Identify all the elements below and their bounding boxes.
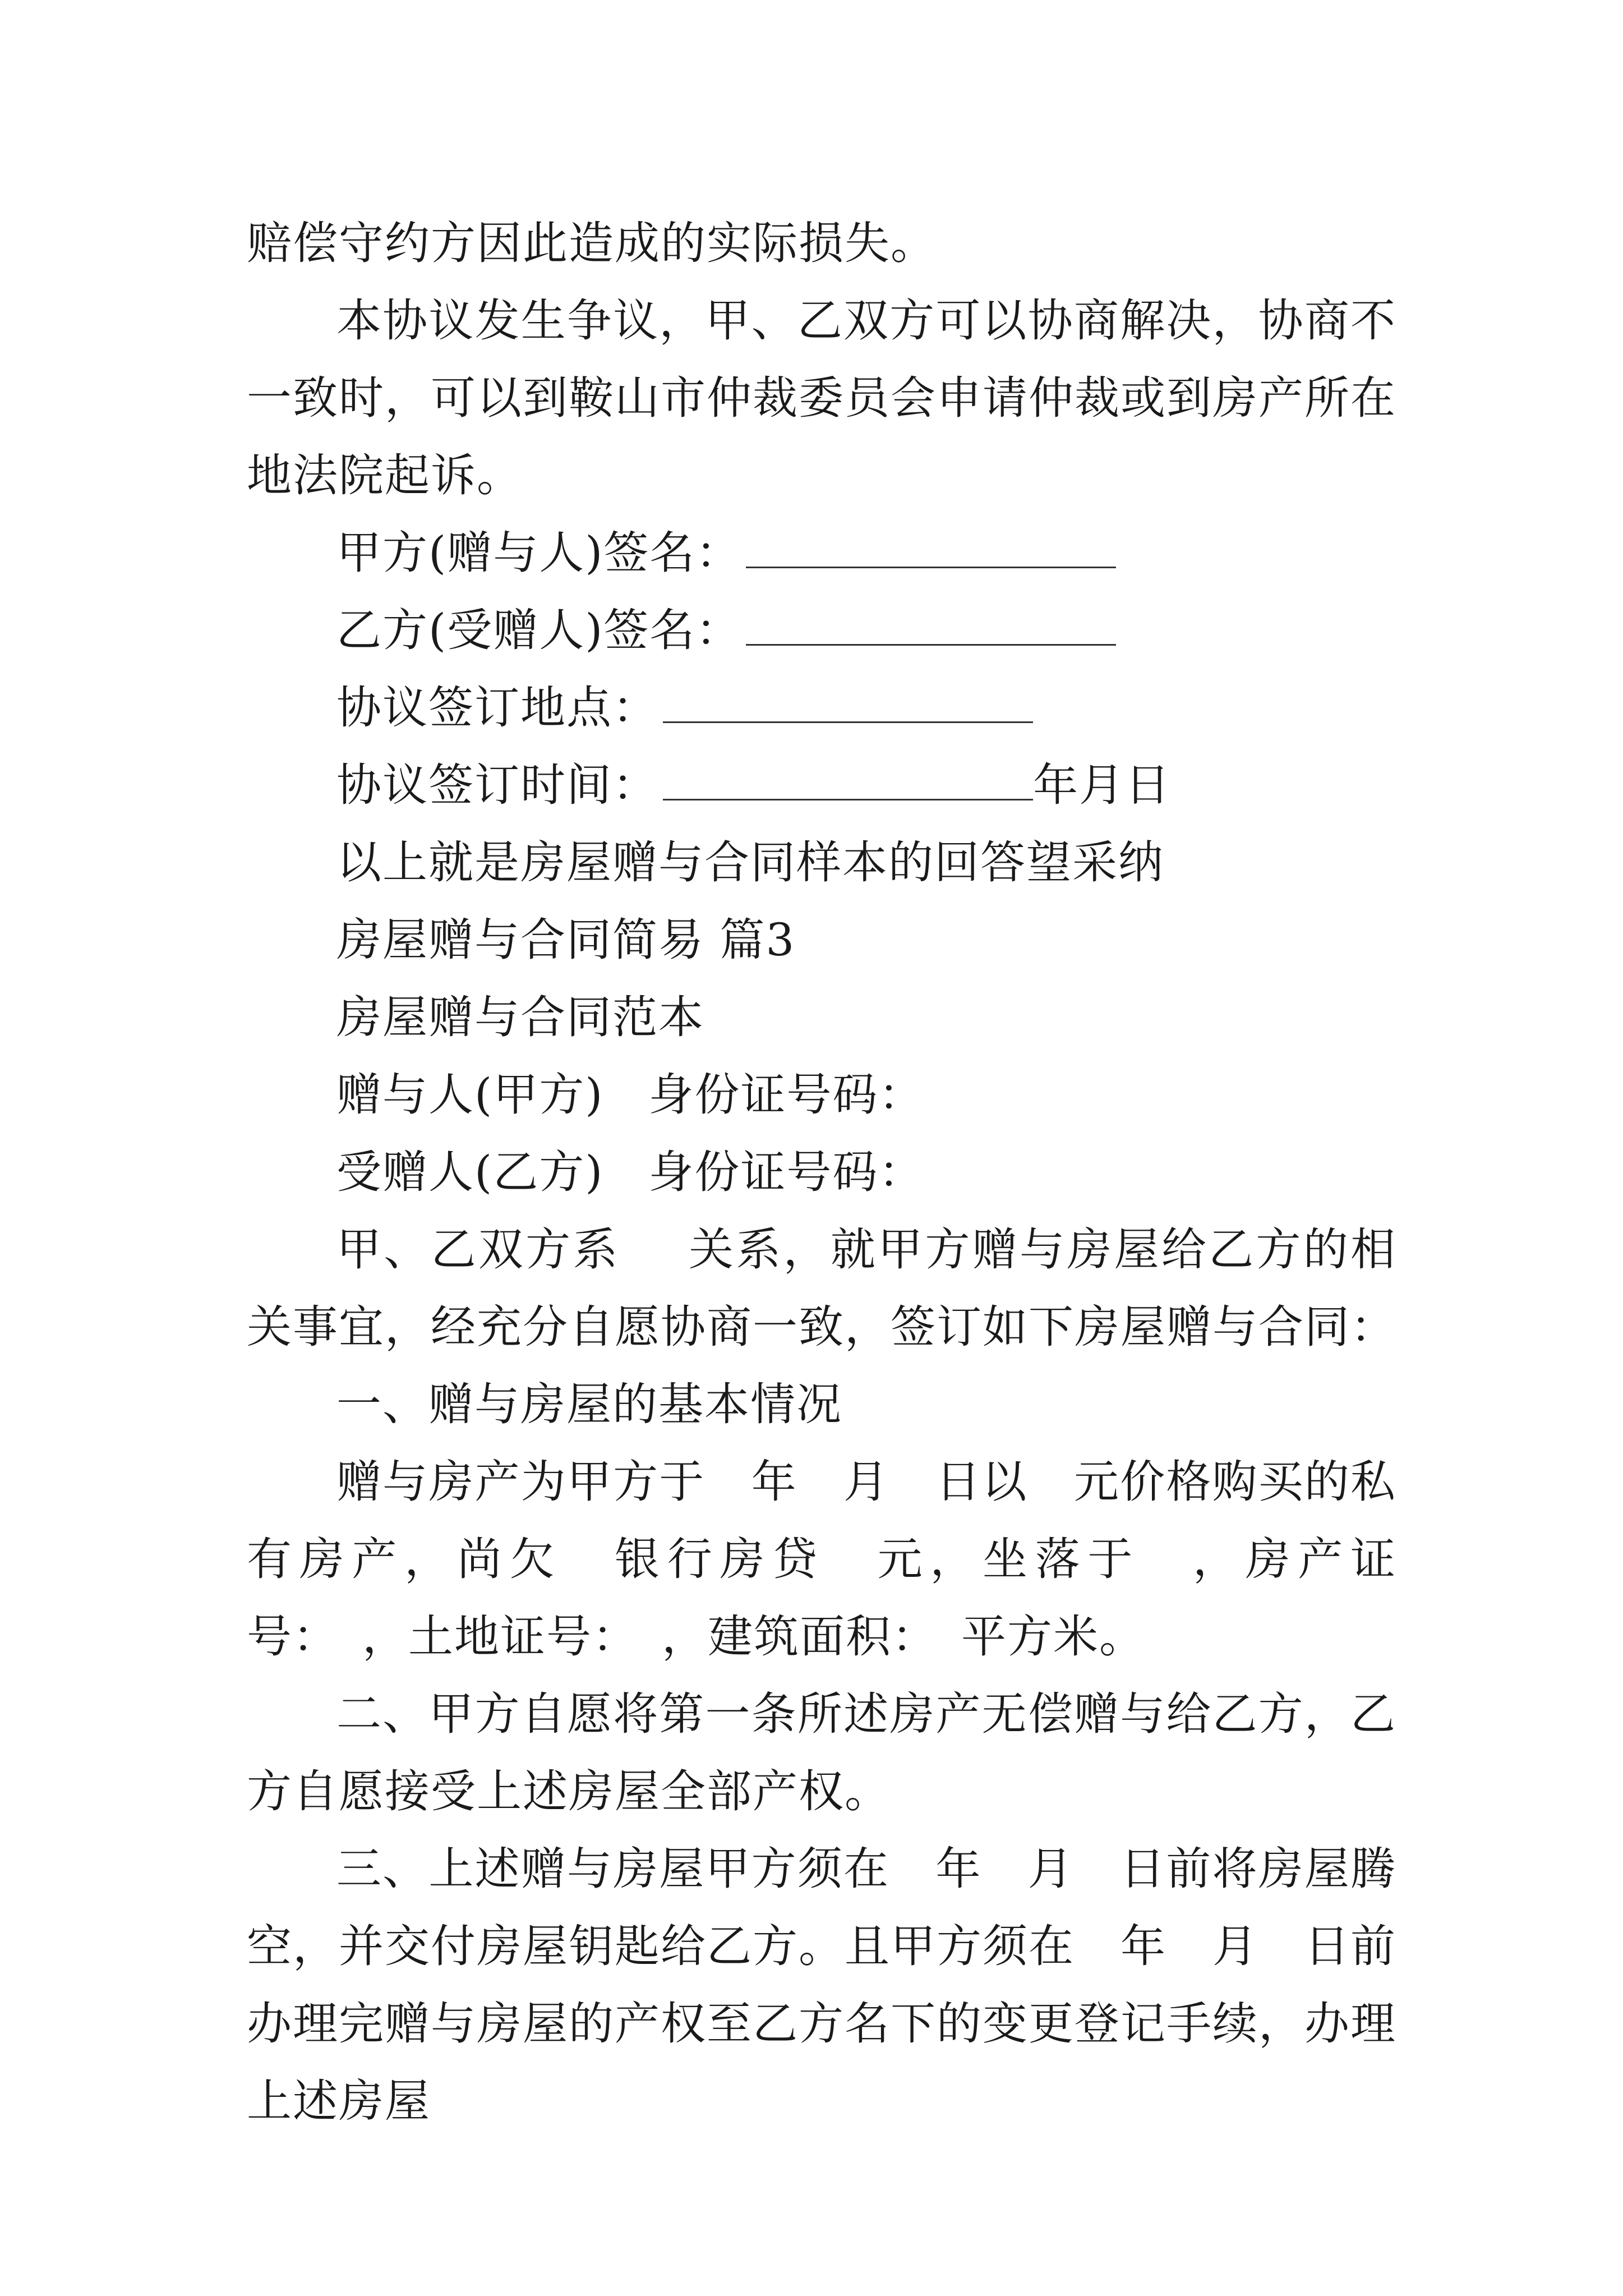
donor-line [247, 1056, 1396, 1134]
signature-party-b [247, 592, 1396, 669]
closing-line: 以上就是房屋赠与合同样本的回答望采纳 [336, 836, 1164, 889]
donor-id-label: 身份证号码： [648, 1069, 925, 1121]
signature-party-a [247, 514, 1396, 592]
donor-label: 赠与人(甲方) [336, 1069, 604, 1121]
item-2-body: 二、甲方自愿将第一条所述房产无偿赠与给乙方，乙方自愿接受上述房屋全部产权。 [247, 1688, 1396, 1818]
signing-place [247, 669, 1396, 747]
signing-time-blank [663, 765, 1033, 800]
signing-place-label: 协议签订地点： [336, 682, 658, 734]
relationship-text: 关系，就甲方赠与房屋给乙方的相关事宜，经充分自愿协商一致，签订如下房屋赠与合同： [247, 1223, 1397, 1353]
signature-party-a-blank [746, 533, 1116, 568]
signature-party-b-label: 乙方(受赠人)签名： [336, 604, 742, 656]
signing-place-blank [663, 688, 1033, 723]
signing-time-label: 协议签订时间： [336, 759, 658, 811]
document-body [247, 205, 1396, 2140]
signing-time [247, 747, 1396, 824]
paragraph-dispute: 本协议发生争议，甲、乙双方可以协商解决，协商不一致时，可以到鞍山市仲裁委员会申请仲裁或到房产所在地法院起诉。 [247, 295, 1396, 501]
item-1-body: 赠与房产为甲方于 年 月 日以 元价格购买的私有房产，尚欠 银行房贷 元，坐落于 ，房产证号： ，土地证号： ，建筑面积： 平方米。 [247, 1456, 1396, 1663]
donee-label: 受赠人(乙方) [336, 1146, 604, 1198]
donee-id-label: 身份证号码： [648, 1146, 925, 1198]
signature-party-b-blank [746, 610, 1116, 646]
signature-party-a-label: 甲方(赠与人)签名： [336, 527, 742, 579]
template-title: 房屋赠与合同范本 [336, 991, 704, 1043]
item-3-body: 三、上述赠与房屋甲方须在 年 月 日前将房屋腾空，并交付房屋钥匙给乙方。且甲方须在 年 月 日前办理完赠与房屋的产权至乙方名下的变更登记手续，办理上述房屋 [247, 1843, 1396, 2127]
section-title: 房屋赠与合同简易 篇3 [336, 914, 796, 966]
paragraph-loss: 赔偿守约方因此造成的实际损失。 [247, 217, 937, 269]
relationship-prefix: 甲、乙双方系 [336, 1223, 620, 1276]
relationship-paragraph [247, 1211, 1396, 1366]
item-1-title: 一、赠与房屋的基本情况 [336, 1378, 842, 1430]
donee-line [247, 1134, 1396, 1211]
signing-time-suffix: 年月日 [1033, 759, 1171, 811]
